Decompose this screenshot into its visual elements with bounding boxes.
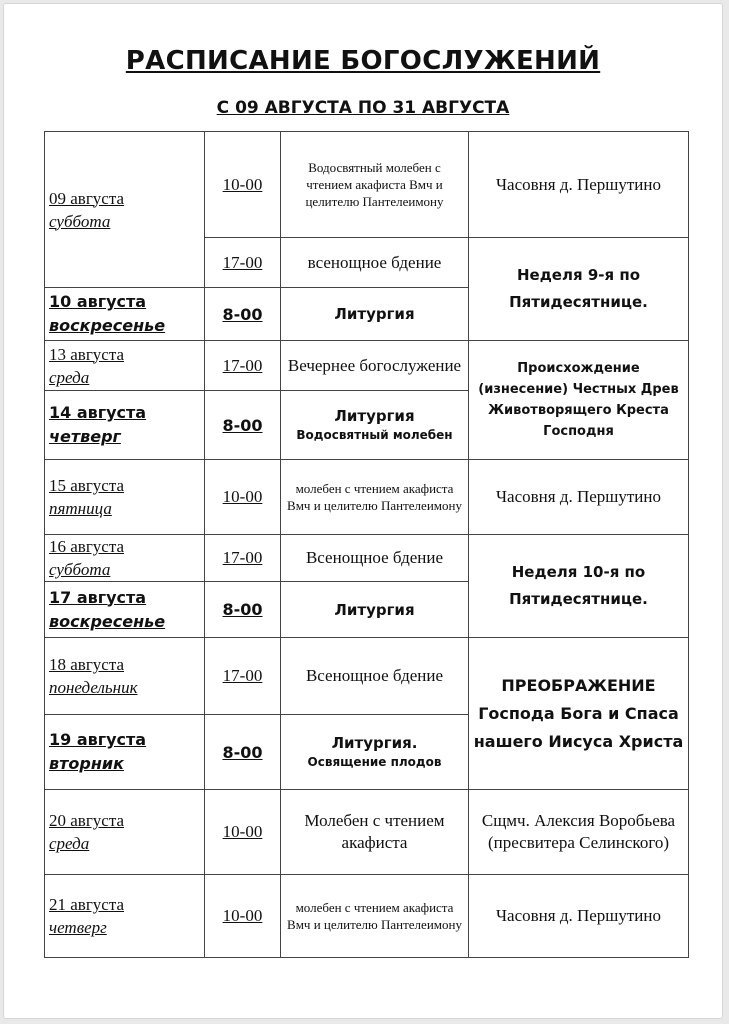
date-weekday: суббота <box>49 560 111 579</box>
date-day: 15 августа <box>49 476 125 495</box>
service-subtitle: Освящение плодов <box>307 755 442 769</box>
date-cell <box>45 875 205 958</box>
time-cell: 10-00 <box>205 460 281 535</box>
date-weekday: понедельник <box>49 678 138 697</box>
time-cell: 8-00 <box>205 715 281 790</box>
table-row <box>45 535 689 582</box>
time-cell: 17-00 <box>205 238 281 288</box>
time-cell: 8-00 <box>205 391 281 460</box>
date-day: 09 августа <box>49 188 125 208</box>
service-cell: Литургия <box>281 288 469 341</box>
date-weekday: вторник <box>49 754 124 773</box>
note-cell: Часовня д. Першутино <box>469 132 689 238</box>
table-row <box>45 790 689 875</box>
date-cell <box>45 288 205 341</box>
date-day: 17 августа <box>49 587 147 607</box>
service-cell: молебен с чтением акафиста Вмч и целителю Пантелеимону <box>281 460 469 535</box>
date-day: 13 августа <box>49 344 125 364</box>
date-cell <box>45 715 205 790</box>
date-cell <box>45 341 205 391</box>
date-day: 10 августа <box>49 292 147 311</box>
time-cell: 10-00 <box>205 132 281 238</box>
time-cell: 17-00 <box>205 535 281 582</box>
time-cell: 17-00 <box>205 341 281 391</box>
service-cell: Молебен с чтением акафиста <box>281 790 469 875</box>
service-cell: молебен с чтением акафиста Вмч и целителю Пантелеимону <box>281 875 469 958</box>
service-cell: всенощное бдение <box>281 238 469 288</box>
note-cell: Часовня д. Першутино <box>469 460 689 535</box>
time-cell: 10-00 <box>205 875 281 958</box>
table-row <box>45 341 689 391</box>
service-cell <box>281 715 469 790</box>
date-cell <box>45 132 205 288</box>
date-day: 21 августа <box>49 895 125 914</box>
note-cell: Неделя 9-я по Пятидесятнице. <box>469 238 689 341</box>
date-cell <box>45 790 205 875</box>
date-weekday: среда <box>49 367 90 387</box>
date-weekday: суббота <box>49 211 111 231</box>
service-cell: Всенощное бдение <box>281 638 469 715</box>
page-subtitle: С 09 АВГУСТА ПО 31 АВГУСТА <box>216 98 510 118</box>
service-cell: Литургия <box>281 582 469 638</box>
date-day: 14 августа <box>49 403 147 422</box>
date-cell <box>45 582 205 638</box>
date-weekday: воскресенье <box>49 611 166 631</box>
note-cell: Сщмч. Алексия Воробьева (пресвитера Селинского) <box>469 790 689 875</box>
time-cell: 10-00 <box>205 790 281 875</box>
service-title: Литургия. <box>331 734 418 752</box>
table-row <box>45 460 689 535</box>
service-title: Литургия <box>334 407 415 425</box>
time-cell: 8-00 <box>205 288 281 341</box>
service-subtitle: Водосвятный молебен <box>296 428 453 442</box>
date-day: 16 августа <box>49 537 125 556</box>
date-cell <box>45 391 205 460</box>
note-cell: Часовня д. Першутино <box>469 875 689 958</box>
page-title: РАСПИСАНИЕ БОГОСЛУЖЕНИЙ <box>125 46 601 76</box>
service-cell: Вечернее богослужение <box>281 341 469 391</box>
date-cell <box>45 535 205 582</box>
time-cell: 8-00 <box>205 582 281 638</box>
date-day: 18 августа <box>49 655 125 674</box>
service-cell <box>281 391 469 460</box>
schedule-table <box>44 131 689 958</box>
table-row <box>45 638 689 715</box>
date-weekday: пятница <box>49 499 112 518</box>
service-cell: Водосвятный молебен с чтением акафиста Вмч и целителю Пантелеимону <box>281 132 469 238</box>
date-day: 20 августа <box>49 811 125 830</box>
note-cell: ПРЕОБРАЖЕНИЕ Господа Бога и Спаса нашего Иисуса Христа <box>469 638 689 790</box>
note-cell: Происхождение (изнесение) Честных Древ Животворящего Креста Господня <box>469 341 689 460</box>
date-weekday: четверг <box>49 427 121 446</box>
time-cell: 17-00 <box>205 638 281 715</box>
table-row <box>45 132 689 238</box>
date-weekday: воскресенье <box>49 316 166 335</box>
service-cell: Всенощное бдение <box>281 535 469 582</box>
document-page <box>3 3 723 1019</box>
note-cell: Неделя 10-я по Пятидесятнице. <box>469 535 689 638</box>
date-cell <box>45 460 205 535</box>
date-weekday: среда <box>49 834 90 853</box>
date-day: 19 августа <box>49 730 147 749</box>
date-cell <box>45 638 205 715</box>
table-row <box>45 875 689 958</box>
date-weekday: четверг <box>49 918 107 937</box>
